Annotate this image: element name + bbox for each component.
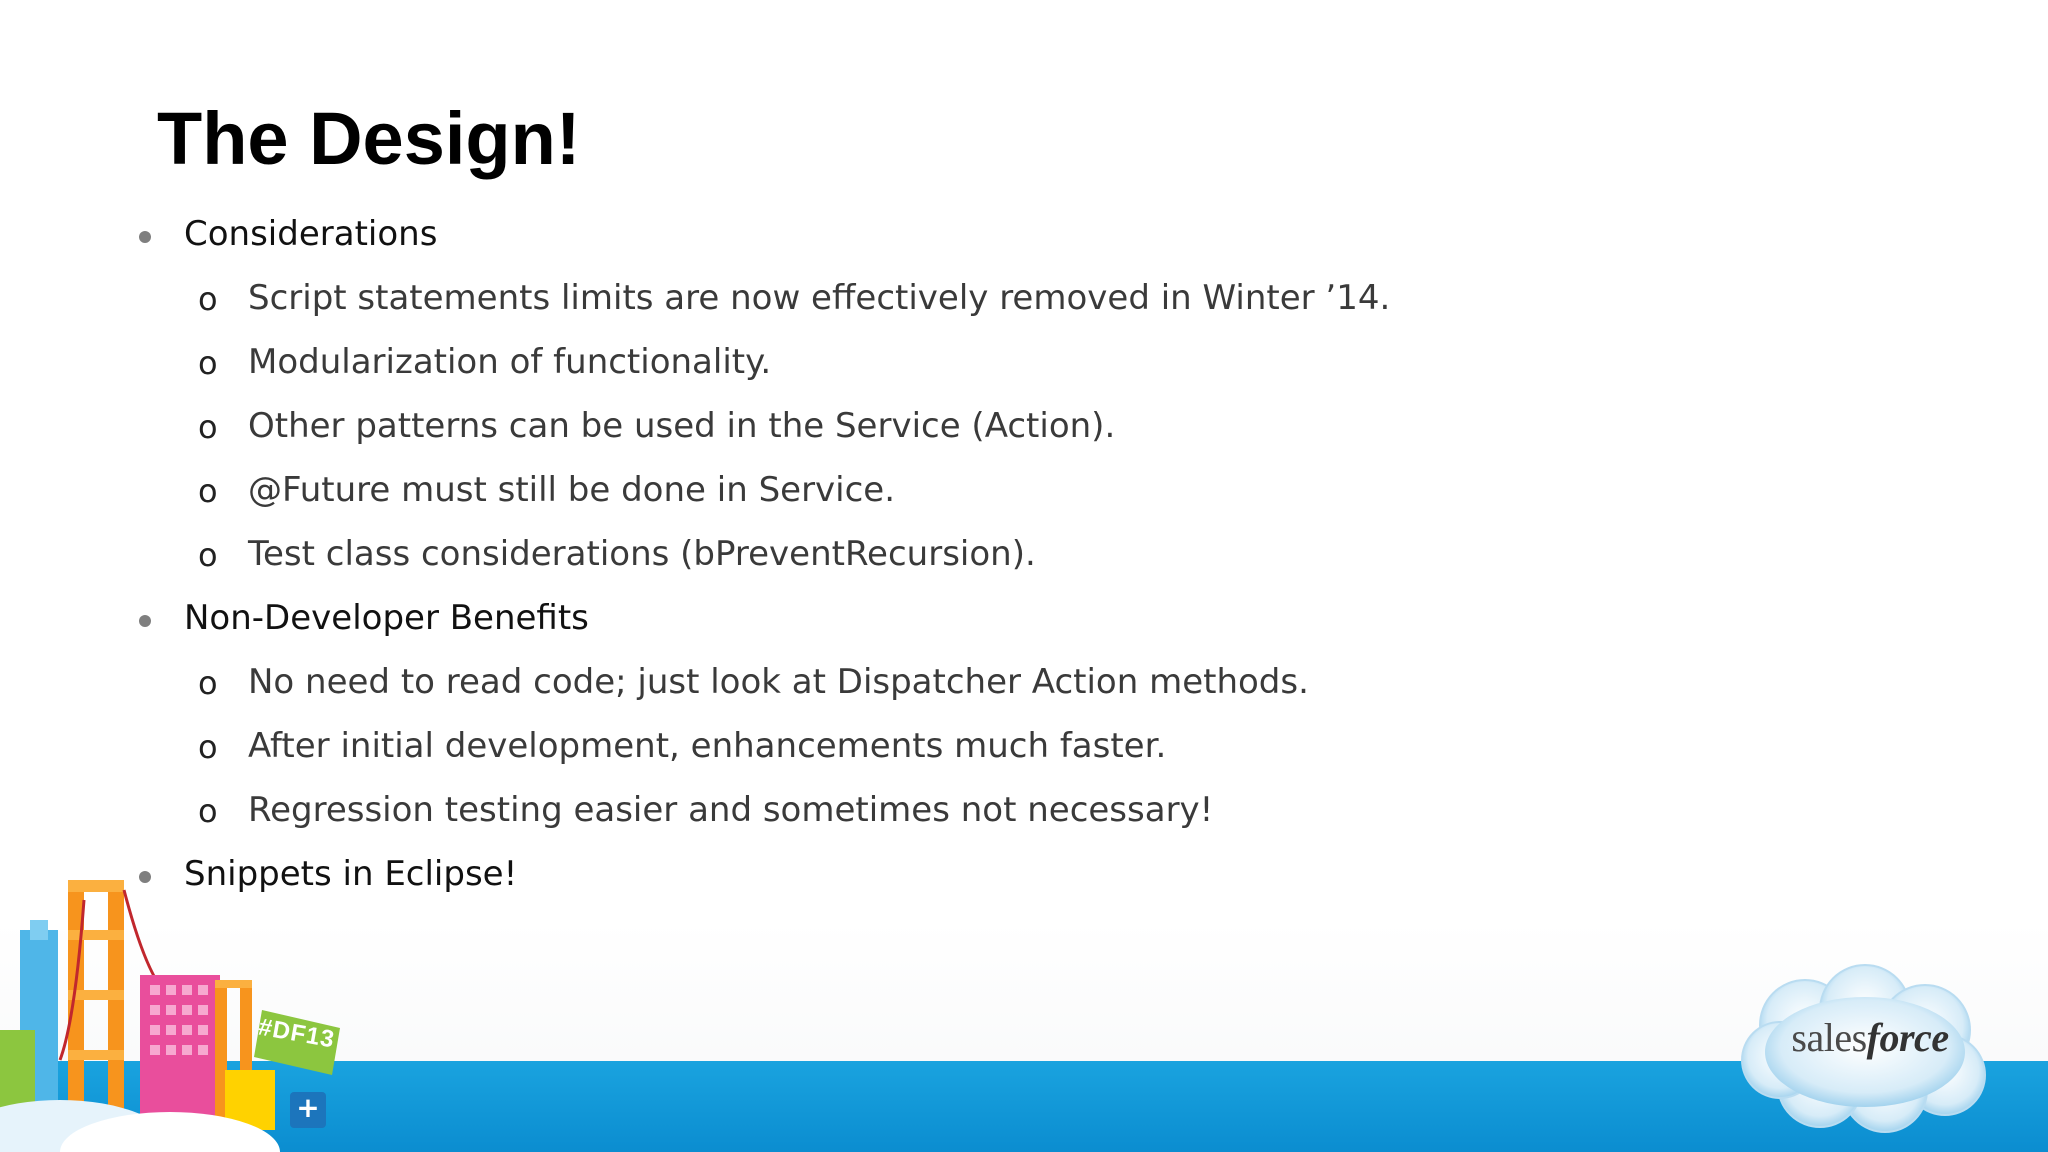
sub-bullet-marker: o — [198, 728, 218, 766]
list-item: Non-Developer Benefits — [184, 598, 589, 638]
list-item: Test class considerations (bPreventRecursion). — [248, 534, 1036, 574]
list-item: Snippets in Eclipse! — [184, 854, 518, 894]
list-item: Modularization of functionality. — [248, 342, 772, 382]
sub-bullet-marker: o — [198, 472, 218, 510]
bullet-dot — [139, 615, 151, 627]
list-item: Regression testing easier and sometimes not necessary! — [248, 790, 1214, 830]
wordmark-part: sales — [1791, 1015, 1867, 1060]
sub-bullet-marker: o — [198, 536, 218, 574]
sub-bullet-marker: o — [198, 408, 218, 446]
list-item: Considerations — [184, 214, 438, 254]
list-item: @Future must still be done in Service. — [248, 470, 896, 510]
list-item: After initial development, enhancements much faster. — [248, 726, 1167, 766]
sub-bullet-marker: o — [198, 344, 218, 382]
sub-bullet-marker: o — [198, 280, 218, 318]
slide-title: The Design! — [157, 97, 581, 180]
list-item: Script statements limits are now effectively removed in Winter ’14. — [248, 278, 1391, 318]
sub-bullet-marker: o — [198, 792, 218, 830]
wordmark-part: force — [1866, 1015, 1949, 1060]
list-item: No need to read code; just look at Dispatcher Action methods. — [248, 662, 1309, 702]
plus-icon: + — [296, 1091, 320, 1124]
event-hashtag-badge: #DF13 — [256, 1013, 337, 1054]
salesforce-wordmark — [1785, 1014, 1955, 1061]
list-item: Other patterns can be used in the Service (Action). — [248, 406, 1116, 446]
bullet-dot — [139, 231, 151, 243]
sub-bullet-marker: o — [198, 664, 218, 702]
